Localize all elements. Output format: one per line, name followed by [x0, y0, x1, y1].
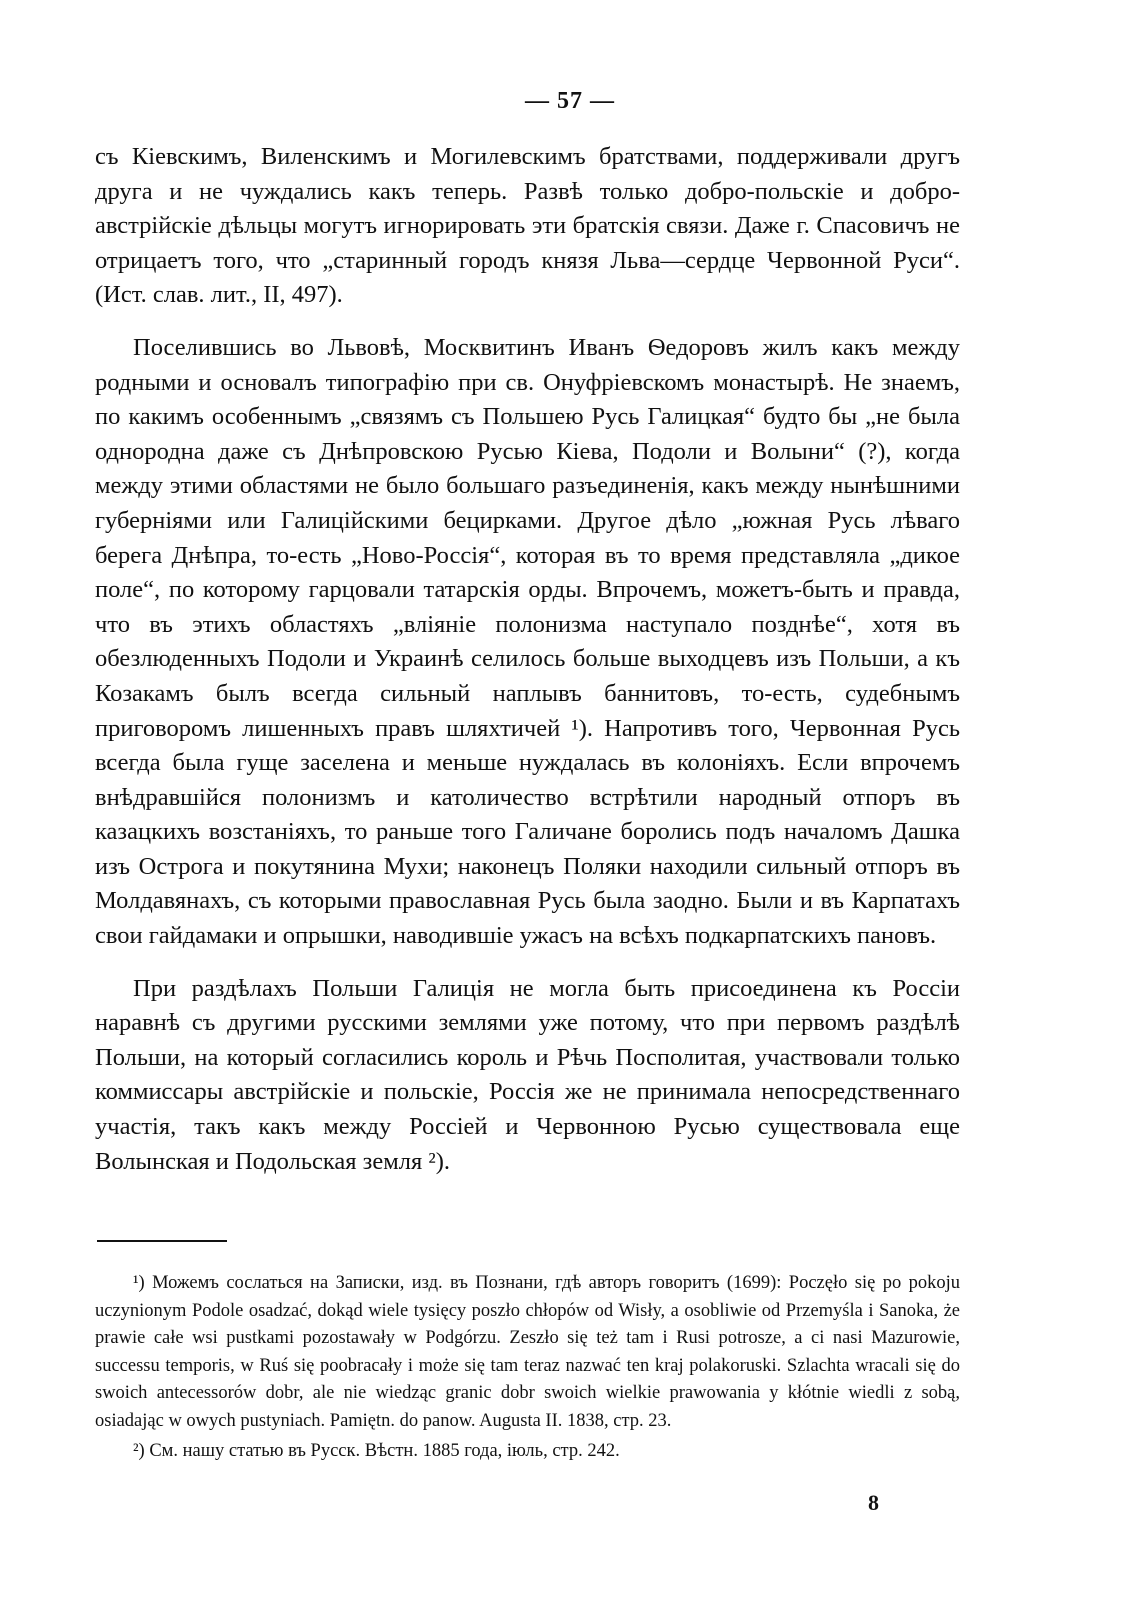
main-text [95, 140, 960, 1197]
page-number: — 57 — [525, 88, 615, 114]
signature-mark: 8 [868, 1490, 879, 1515]
paragraph-2: Поселившись во Львовѣ, Москвитинъ Иванъ Ѳедоровъ жилъ какъ между родными и основалъ типографію при св. Онуфріевскомъ монастырѣ. Не знаемъ, по какимъ особеннымъ „связямъ съ Польшею Русь Галицкая“ будто бы „не была однородна даже съ Днѣпровскою Русью Кіева, Подоли и Волыни“ (?), когда между этими областями не было большаго разъединенія, какъ между нынѣшними губерніями или Галиційскими бецирками. Другое дѣло „южная Русь лѣваго берега Днѣпра, то-есть „Ново-Россія“, которая въ то время представляла „дикое поле“, по которому гарцовали татарскія орды. Впрочемъ, можетъ-быть и правда, что въ этихъ областяхъ „вліяніе полонизма наступало позднѣе“, хотя въ обезлюденныхъ Подоли и Украинѣ селилось больше выходцевъ изъ Польши, а къ Козакамъ былъ всегда сильный наплывъ баннитовъ, то-есть, судебнымъ приговоромъ лишенныхъ правъ шляхтичей ¹). Напротивъ того, Червонная Русь всегда была гуще заселена и меньше нуждалась въ колоніяхъ. Если впрочемъ внѣдравшійся полонизмъ и католичество встрѣтили народный отпоръ въ казацкихъ возстаніяхъ, то раньше того Галичане боролись подъ началомъ Дашка изъ Острога и покутянина Мухи; наконецъ Поляки находили сильный отпоръ въ Молдавянахъ, съ которыми православная Русь была заодно. Были и въ Карпатахъ свои гайдамаки и опрышки, наводившіе ужасъ на всѣхъ подкарпатскихъ пановъ. [95, 333, 960, 950]
paragraph-3: При раздѣлахъ Польши Галиція не могла быть присоединена къ Россіи наравнѣ съ другими русскими землями уже потому, что при первомъ раздѣлѣ Польши, на который согласились король и Рѣчь Посполитая, участвовали только коммиссары австрійскіе и польскіе, Россія же не принимала непосредственнаго участія, такъ какъ между Россіей и Червонною Русью существовала еще Волынская и Подольская земля ²). [95, 974, 960, 1175]
paragraph-1: съ Кіевскимъ, Виленскимъ и Могилевскимъ братствами, поддерживали другъ друга и не чуждались какъ теперь. Развѣ только добро-польскіе и добро-австрійскіе дѣльцы могутъ игнорировать эти братскія связи. Даже г. Спасовичъ не отрицаетъ того, что „старинный городъ князя Льва—сердце Червонной Руси“. (Ист. слав. лит., II, 497). [95, 143, 960, 309]
footnote-1: ¹) Можемъ сослаться на Записки, изд. въ Познани, гдѣ авторъ говоритъ (1699): Poczęło się po pokoju uczynionym Podole osadzać, dokąd wiele tysięcy poszło chłopów od Wisły, a osobliwie od Przemyśla i Sanoka, że prawie całe wsi pustkami pozostawały w Podgórzu. Zeszło się też tam i Rusi potrosze, a ci nasi Mazurowie, successu temporis, w Ruś się poobracały i może się tam teraz nazwać ten kraj polakoruski. Szlachta wracali się do swoich antecessorów dobr, ale nie wiedząc granic dobr swoich wielkie prawowania y kłótnie wiedli z sobą, osiadając w owych pustyniach. Pamiętn. do panow. Augusta II. 1838, стр. 23. [95, 1273, 960, 1431]
footnote-divider [97, 1240, 227, 1242]
footnotes [95, 1270, 960, 1466]
footnote-2: ²) См. нашу статью въ Русск. Вѣстн. 1885 года, іюль, стр. 242. [133, 1441, 620, 1461]
